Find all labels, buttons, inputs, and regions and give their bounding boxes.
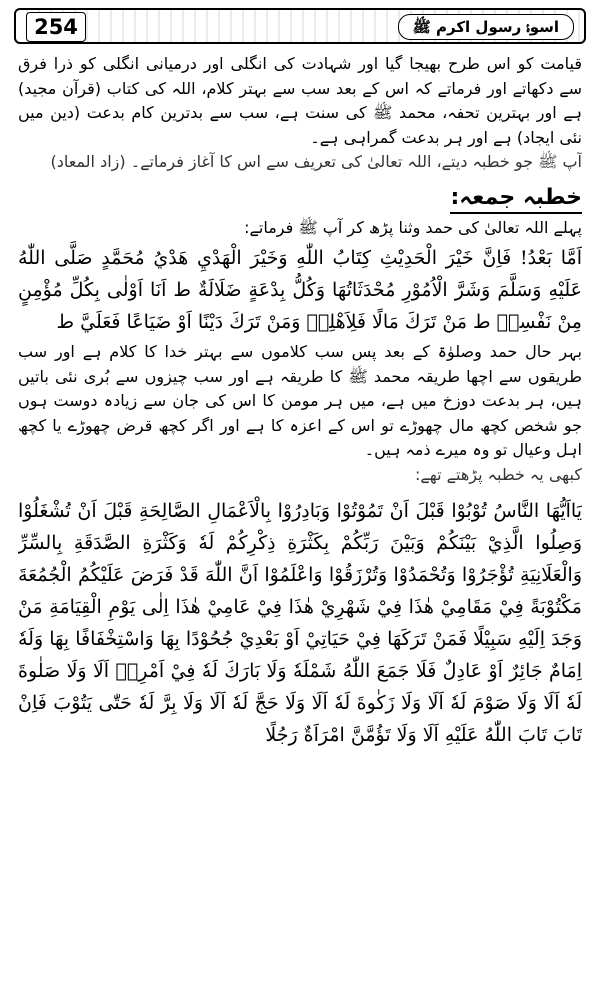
- second-intro: کبھی یہ خطبہ پڑھتے تھے:: [414, 464, 582, 484]
- spacer: [18, 487, 582, 493]
- section-heading-wrapper: [18, 175, 582, 216]
- paragraph-2: آپ ﷺ جو خطبہ دیتے، اللہ تعالیٰ کی تعریف سے اس کا آغاز فرماتے۔ (زاد المعاد): [50, 152, 582, 171]
- arabic-sermon-block-2: يَااَيُّهَا النَّاسُ تُوْبُوْا قَبْلَ اَنْ تَمُوْتُوْا وَبَادِرُوْا بِالْاَعْمَالِ الصَّالِحَةِ قَبْلَ اَنْ تُشْغَلُوْا وَصِلُوا الَّذِيْ بَيْنَكُمْ وَبَيْنَ رَبِّكُمْ بِكَثْرَةِ ذِكْرِكُمْ لَهٗ وَكَثْرَةِ الصَّدَقَةِ بِالسِّرِّ وَالْعَلَانِيَةِ تُؤْجَرُوْا وَتُحْمَدُوْا وَتُرْزَقُوْا وَاعْلَمُوْا اَنَّ اللّٰهَ قَدْ فَرَضَ عَلَيْكُمُ الْجُمُعَةَ مَكْتُوْبَةً فِيْ مَقَامِيْ هٰذَا فِيْ شَهْرِيْ هٰذَا فِيْ عَامِيْ هٰذَا اِلٰى يَوْمِ الْقِيَامَةِ مَنْ وَجَدَ اِلَيْهِ سَبِيْلًا فَمَنْ تَرَكَهَا فِيْ حَيَاتِيْ اَوْ بَعْدِيْ جُحُوْدًا بِهَا وَاسْتِخْفَافًا بِهَا وَلَهٗ اِمَامٌ جَائِرٌ اَوْ عَادِلٌ فَلَا جَمَعَ اللّٰهُ شَمْلَهٗ وَلَا بَارَكَ لَهٗ فِيْ اَمْرِهٖ اَلَا وَلَا صَلٰوةَ لَهٗ اَلَا وَلَا صَوْمَ لَهٗ اَلَا وَلَا زَكٰوةَ لَهٗ اَلَا وَلَا حَجَّ لَهٗ اَلَا وَلَا بِرَّ لَهٗ حَتّٰى يَتُوْبَ فَاِنْ تَابَ تَابَ اللّٰهُ عَلَيْهِ اَلَا وَلَا تَؤُمَّنَّ امْرَاَةٌ رَجُلًا: [18, 500, 582, 746]
- page-number: 254: [26, 12, 86, 42]
- page-header: [14, 8, 586, 44]
- section-heading: خطبہ جمعہ:: [450, 185, 582, 214]
- section-intro: پہلے اللہ تعالیٰ کی حمد وثنا پڑھ کر آپ ﷺ فرماتے:: [244, 217, 582, 237]
- page-body: [18, 52, 582, 977]
- urdu-translation: بہر حال حمد وصلوٰۃ کے بعد پس سب کلاموں سے بہتر خدا کا کلام ہے اور سب طریقوں سے اچھا طریقہ محمد ﷺ کا طریقہ ہے اور سب چیزوں سے بُری نئی باتیں ہیں، ہر بدعت دوزخ میں ہے، میں ہر مومن کا اس کی جان سے زیادہ دوست ہوں جو شخص کچھ مال چھوڑے تو اس کے اعزہ کا ہے اور اگر کچھ قرض چھوڑے یا کچھ اہل وعیال تو وہ میرے ذمہ ہیں۔: [18, 342, 582, 459]
- arabic-sermon-block-1: اَمَّا بَعْدُ! فَاِنَّ خَيْرَ الْحَدِيْثِ كِتَابُ اللّٰهِ وَخَيْرَ الْهَدْيِ هَدْيُ مُحَمَّدٍ صَلَّى اللّٰهُ عَلَيْهِ وَسَلَّمَ وَشَرَّ الْاُمُوْرِ مُحْدَثَاتُهَا وَكُلُّ بِدْعَةٍ ضَلَالَةٌ ط اَنَا اَوْلٰى بِكُلِّ مُؤْمِنٍ مِنْ نَفْسِهٖ ط مَنْ تَرَكَ مَالًا فَلِاَهْلِهٖ وَمَنْ تَرَكَ دَيْنًا اَوْ ضَيَاعًا فَعَلَيَّ ط: [18, 247, 582, 333]
- book-title: اسوۂ رسول اکرم ﷺ: [398, 14, 574, 40]
- paragraph-1: قیامت کو اس طرح بھیجا گیا اور شہادت کی انگلی اور درمیانی انگلی کو ذرا فرق سے دکھاتے اور فرماتے کہ اس کے بعد سب سے بہتر کلام، اللہ کی کتاب (قرآن مجید) ہے اور بہترین تحفہ، محمد ﷺ کی سنت ہے، سب سے بدترین کام بدعت (دین میں نئی ایجاد) ہے اور ہر بدعت گمراہی ہے۔: [18, 54, 582, 147]
